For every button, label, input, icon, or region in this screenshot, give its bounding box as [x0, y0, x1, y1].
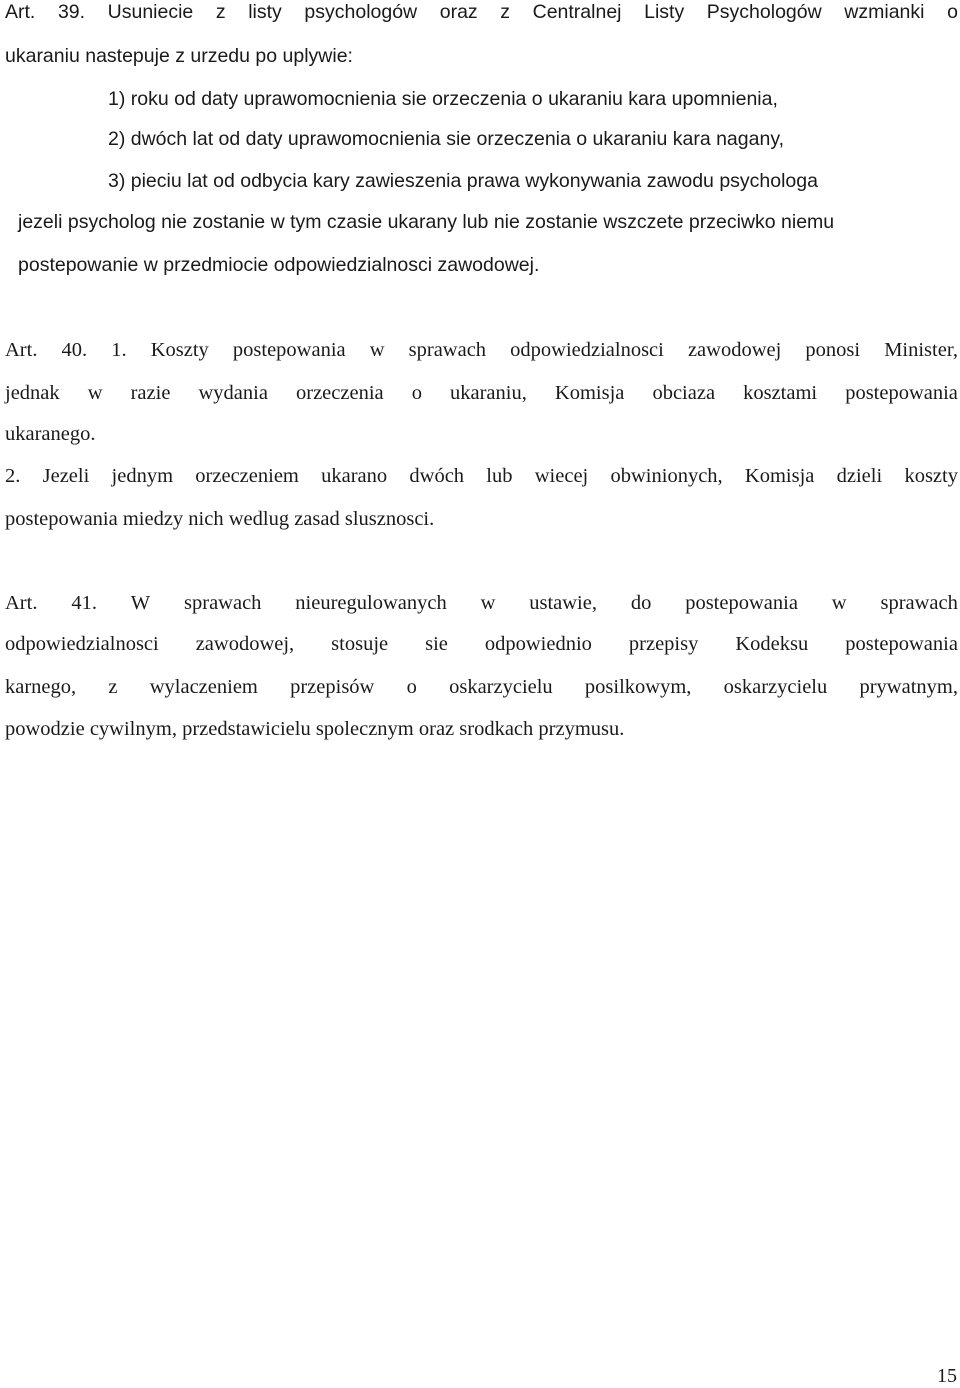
word: Minister, [884, 339, 958, 361]
word: Listy [644, 1, 685, 23]
word: o [947, 1, 958, 23]
word: prywatnym, [859, 676, 958, 698]
word: wiecej [534, 465, 589, 487]
word: sprawach [184, 592, 262, 614]
word: jednym [111, 465, 174, 487]
art39-line-2: ukaraniu nastepuje z urzedu po uplywie: [5, 45, 353, 67]
word: w [480, 592, 496, 614]
word: Art. [5, 339, 38, 361]
art40-line-2 [5, 383, 958, 404]
word: zawodowej, [195, 633, 295, 655]
word: ukaraniu, [450, 382, 527, 404]
word: koszty [904, 465, 958, 487]
word: Usuniecie [107, 1, 194, 23]
word: ponosi [805, 339, 861, 361]
word: Koszty [150, 339, 209, 361]
word: postepowania [845, 382, 958, 404]
word: odpowiedzialnosci [510, 339, 664, 361]
word: W [130, 592, 151, 614]
art41-line-1 [5, 593, 958, 614]
word: karnego, [5, 676, 77, 698]
word: oskarzycielu [449, 676, 553, 698]
word: z [108, 676, 118, 698]
word: oskarzycielu [723, 676, 828, 698]
word: Psychologów [706, 1, 822, 23]
word: z [215, 1, 226, 23]
word: jednak [5, 382, 60, 404]
word: 2. [5, 465, 21, 487]
word: Komisja [554, 382, 625, 404]
word: odpowiedzialnosci [5, 633, 159, 655]
word: w [831, 592, 847, 614]
word: wzmianki [844, 1, 925, 23]
word: posilkowym, [584, 676, 692, 698]
word: 41. [71, 592, 97, 614]
word: sie [425, 633, 448, 655]
art40-line-1 [5, 340, 958, 361]
word: 1. [111, 339, 127, 361]
word: psychologów [304, 1, 418, 23]
word: w [369, 339, 385, 361]
art40-line-4 [5, 466, 958, 487]
word: razie [130, 382, 171, 404]
word: o [411, 382, 422, 404]
art41-line-3 [5, 677, 958, 698]
art41-line-2 [5, 634, 958, 655]
art39-line-7: postepowanie w przedmiocie odpowiedzialnosci zawodowej. [18, 254, 540, 276]
word: przepisy [628, 633, 699, 655]
word: Jezeli [42, 465, 90, 487]
word: sprawach [880, 592, 958, 614]
word: orzeczeniem [195, 465, 299, 487]
page-number: 15 [937, 1365, 957, 1387]
word: z [500, 1, 511, 23]
word: lub [486, 465, 513, 487]
word: obwinionych, [610, 465, 723, 487]
art39-line-1 [5, 3, 958, 23]
word: Art. [5, 592, 38, 614]
word: wydania [198, 382, 268, 404]
word: Art. [5, 1, 36, 23]
word: w [87, 382, 103, 404]
word: zawodowej [687, 339, 782, 361]
art39-item-2: 2) dwóch lat od daty uprawomocnienia sie orzeczenia o ukaraniu kara nagany, [108, 128, 785, 150]
word: listy [248, 1, 282, 23]
word: ustawie, [529, 592, 597, 614]
word: do [630, 592, 652, 614]
word: Centralnej [532, 1, 622, 23]
word: Komisja [744, 465, 815, 487]
art39-item-1: 1) roku od daty uprawomocnienia sie orzeczenia o ukaraniu kara upomnienia, [108, 88, 778, 110]
word: wylaczeniem [149, 676, 258, 698]
word: 40. [61, 339, 88, 361]
word: postepowania [685, 592, 798, 614]
word: przepisów [290, 676, 375, 698]
word: dwóch [409, 465, 465, 487]
word: Kodeksu [735, 633, 809, 655]
word: stosuje [331, 633, 389, 655]
word: ukarano [321, 465, 388, 487]
word: o [406, 676, 417, 698]
word: 39. [57, 1, 86, 23]
word: nieuregulowanych [295, 592, 447, 614]
art41-line-4: powodzie cywilnym, przedstawicielu spolecznym oraz srodkach przymusu. [5, 718, 625, 740]
art39-item-3: 3) pieciu lat od odbycia kary zawieszenia prawa wykonywania zawodu psychologa [108, 170, 818, 192]
word: obciaza [652, 382, 716, 404]
art40-line-3: ukaranego. [5, 423, 96, 445]
word: kosztami [743, 382, 818, 404]
word: odpowiednio [484, 633, 592, 655]
art40-line-5: postepowania miedzy nich wedlug zasad slusznosci. [5, 508, 435, 530]
word: sprawach [408, 339, 487, 361]
word: dzieli [836, 465, 883, 487]
word: postepowania [232, 339, 346, 361]
word: orzeczenia [296, 382, 384, 404]
art39-line-6: jezeli psycholog nie zostanie w tym czasie ukarany lub nie zostanie wszczete przeciwko niemu [18, 211, 835, 233]
word: postepowania [845, 633, 958, 655]
word: oraz [439, 1, 478, 23]
